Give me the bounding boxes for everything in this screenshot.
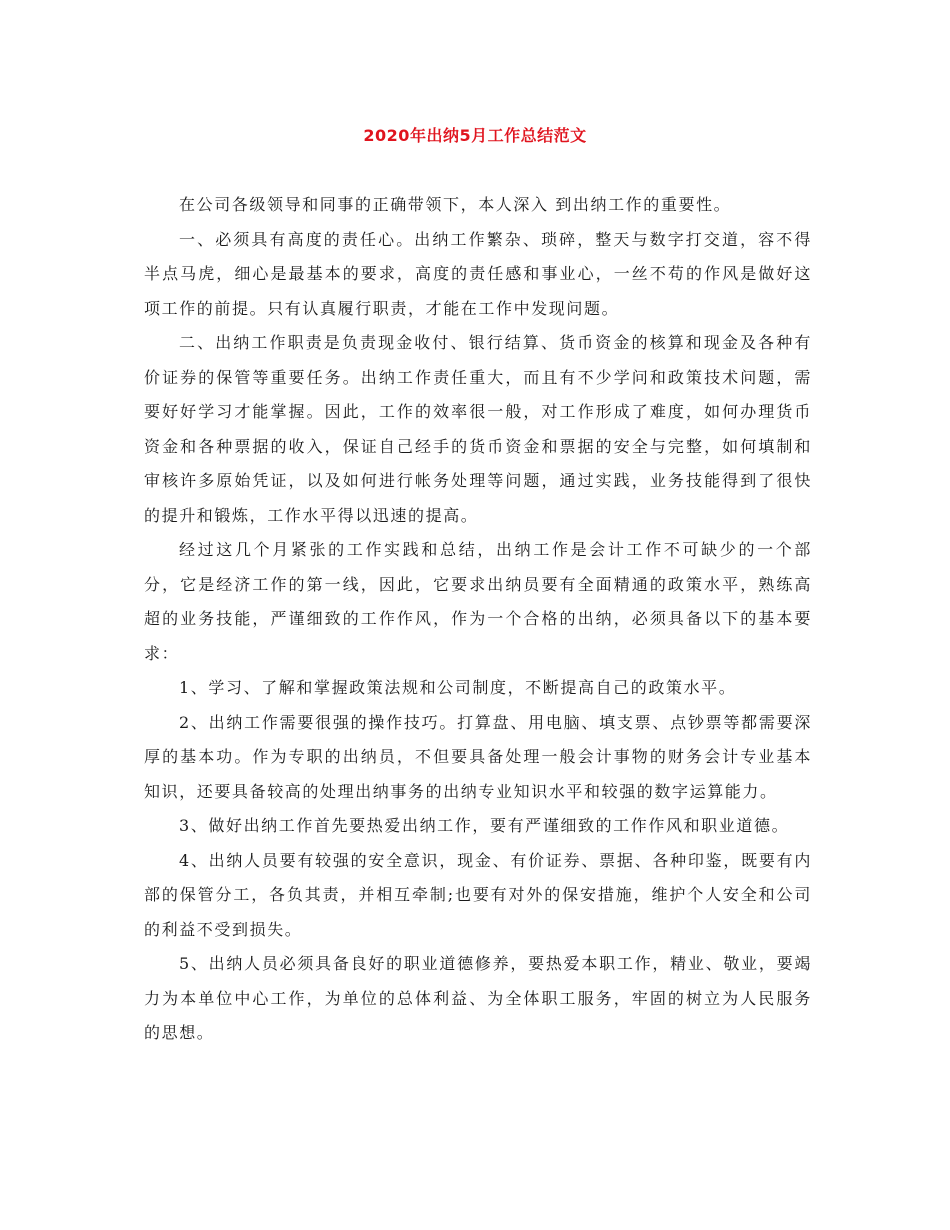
document-body: [144, 188, 812, 1051]
paragraph-requirement-5: 5、出纳人员必须具备良好的职业道德修养，要热爱本职工作，精业、敬业，要竭力为本单位中心工作，为单位的总体利益、为全体职工服务，牢固的树立为人民服务的思想。: [144, 954, 812, 1042]
paragraph-requirement-1: 1、学习、了解和掌握政策法规和公司制度，不断提高自己的政策水平。: [179, 678, 737, 697]
paragraph-requirement-4: 4、出纳人员要有较强的安全意识，现金、有价证券、票据、各种印鉴，既要有内部的保管分工，各负其责，并相互牵制;也要有对外的保安措施，维护个人安全和公司的利益不受到损失。: [144, 850, 812, 939]
paragraph-duties: 二、出纳工作职责是负责现金收付、银行结算、货币资金的核算和现金及各种有价证券的保管等重要任务。出纳工作责任重大，而且有不少学问和政策技术问题，需要好好学习才能掌握。因此，工作的效率很一般，对工作形成了难度，如何办理货币资金和各种票据的收入，保证自己经手的货币资金和票据的安全与完整，如何填制和审核许多原始凭证，以及如何进行帐务处理等问题，通过实践，业务技能得到了很快的提升和锻炼，工作水平得以迅速的提高。: [144, 333, 812, 525]
paragraph-summary: 经过这几个月紧张的工作实践和总结，出纳工作是会计工作不可缺少的一个部分，它是经济工作的第一线，因此，它要求出纳员要有全面精通的政策水平，熟练高超的业务技能，严谨细致的工作作风，作为一个合格的出纳，必须具备以下的基本要求：: [144, 540, 812, 663]
paragraph-requirement-3: 3、做好出纳工作首先要热爱出纳工作，要有严谨细致的工作作风和职业道德。: [179, 816, 790, 835]
paragraph-requirement-2: 2、出纳工作需要很强的操作技巧。打算盘、用电脑、填支票、点钞票等都需要深厚的基本功。作为专职的出纳员，不但要具备处理一般会计事物的财务会计专业基本知识，还要具备较高的处理出纳事务的出纳专业知识水平和较强的数字运算能力。: [144, 712, 812, 801]
paragraph-responsibility: 一、必须具有高度的责任心。出纳工作繁杂、琐碎，整天与数字打交道，容不得半点马虎，细心是最基本的要求，高度的责任感和事业心，一丝不苟的作风是做好这项工作的前提。只有认真履行职责，才能在工作中发现问题。: [144, 229, 812, 318]
document-title: 2020年出纳5月工作总结范文: [363, 126, 587, 145]
paragraph-intro: 在公司各级领导和同事的正确带领下，本人深入 到出纳工作的重要性。: [179, 195, 732, 214]
